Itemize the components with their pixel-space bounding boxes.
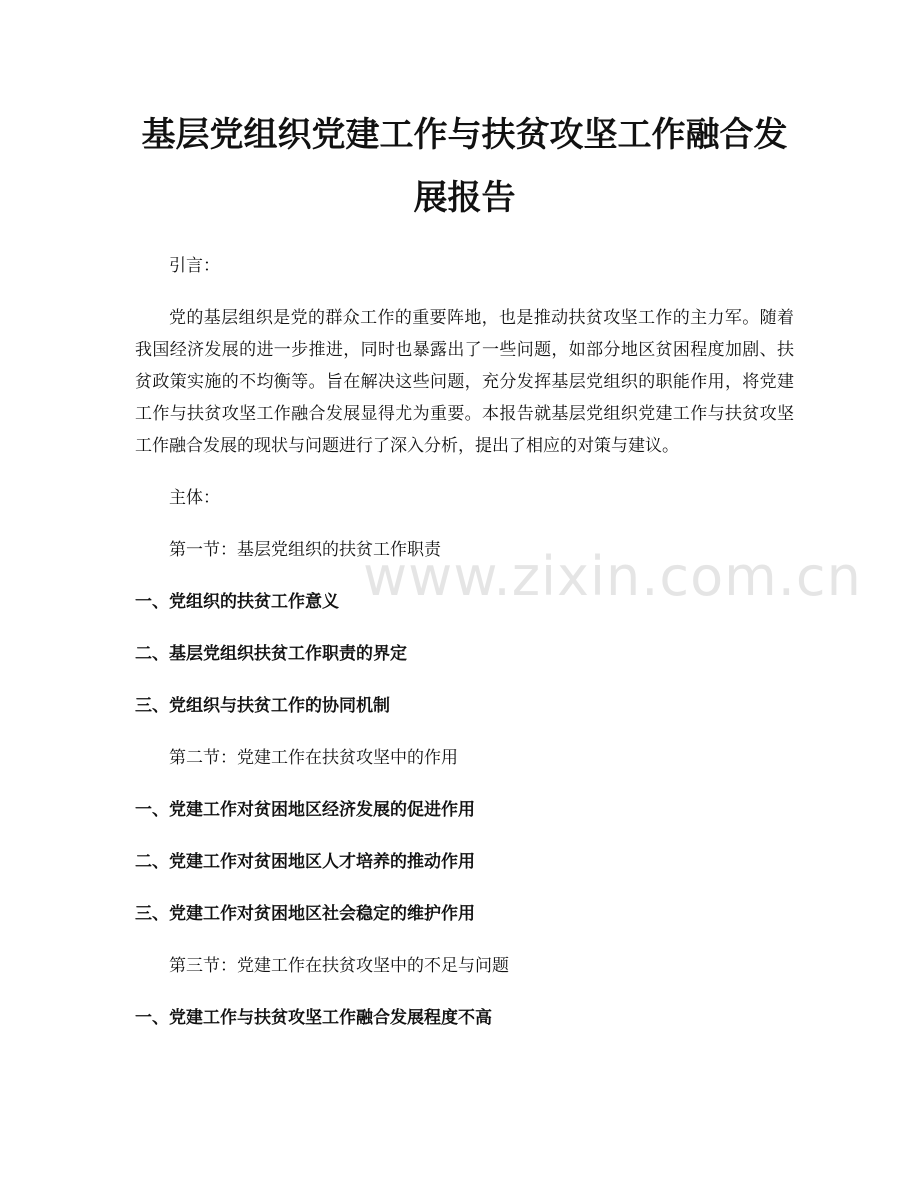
intro-paragraph: 党的基层组织是党的群众工作的重要阵地，也是推动扶贫攻坚工作的主力军。随着我国经济发展的进一步推进，同时也暴露出了一些问题，如部分地区贫困程度加剧、扶贫政策实施的不均衡等。旨在解决这些问题，充分发挥基层党组织的职能作用，将党建工作与扶贫攻坚工作融合发展显得尤为重要。本报告就基层党组织党建工作与扶贫攻坚工作融合发展的现状与问题进行了深入分析，提出了相应的对策与建议。 [135,308,794,456]
section-item: 一、党建工作对贫困地区经济发展的促进作用 [135,800,475,820]
document-title [135,0,794,230]
body-label: 主体： [169,488,220,508]
section-title: 第一节：基层党组织的扶贫工作职责 [169,540,441,560]
watermark: www.zixin.com.cn [363,545,862,608]
section-item: 二、党建工作对贫困地区人才培养的推动作用 [135,852,475,872]
section-item: 三、党组织与扶贫工作的协同机制 [135,696,390,716]
section-item: 一、党组织的扶贫工作意义 [135,592,339,612]
intro-label: 引言： [169,256,220,276]
section-title: 第三节：党建工作在扶贫攻坚中的不足与问题 [169,956,509,976]
title-line-2: 展报告 [413,178,516,218]
section-item: 三、党建工作对贫困地区社会稳定的维护作用 [135,904,475,924]
section-item: 二、基层党组织扶贫工作职责的界定 [135,644,407,664]
section-item: 一、党建工作与扶贫攻坚工作融合发展程度不高 [135,1008,492,1028]
title-line-1: 基层党组织党建工作与扶贫攻坚工作融合发 [141,115,788,155]
section-title: 第二节：党建工作在扶贫攻坚中的作用 [169,748,458,768]
